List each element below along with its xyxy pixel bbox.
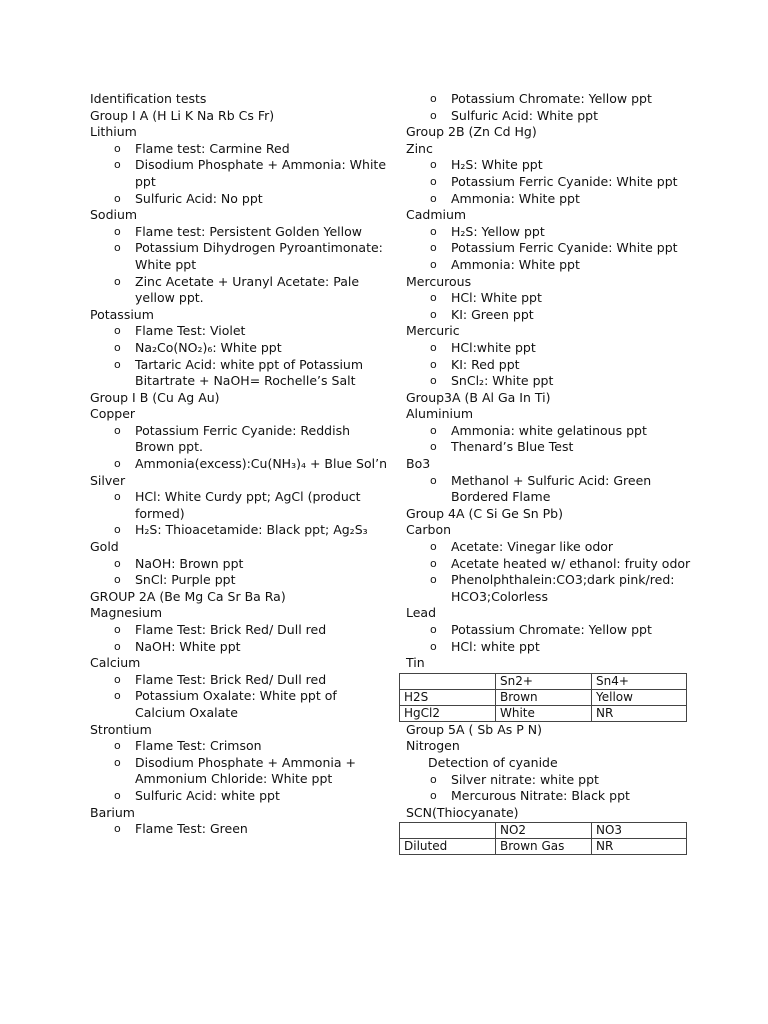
heading-tin: Tin bbox=[406, 655, 425, 671]
list-item-text: Flame test: Carmine Red bbox=[135, 140, 290, 156]
heading-magnesium: Magnesium bbox=[90, 605, 163, 621]
heading-barium: Barium bbox=[90, 804, 135, 820]
bullet-icon: o bbox=[114, 739, 121, 753]
list-item bbox=[406, 91, 696, 108]
table-cell: Yellow bbox=[592, 689, 687, 705]
list-item-text: Flame Test: Crimson bbox=[135, 738, 262, 754]
list-item-text: Tartaric Acid: white ppt of Potassium Bitartrate + NaOH= Rochelle’s Salt bbox=[135, 356, 364, 389]
list-item-text: Flame Test: Violet bbox=[135, 323, 246, 339]
bullet-icon: o bbox=[114, 191, 121, 205]
list-item-text: SnCl: Purple ppt bbox=[135, 572, 236, 588]
bullet-icon: o bbox=[430, 340, 437, 354]
list-item-text: H₂S: White ppt bbox=[451, 157, 543, 173]
bullet-icon: o bbox=[430, 423, 437, 437]
list-item bbox=[90, 456, 390, 473]
table-row bbox=[400, 673, 687, 689]
bullet-icon: o bbox=[430, 623, 437, 636]
bullet-icon: o bbox=[430, 556, 437, 570]
list-item-text: Potassium Dihydrogen Pyroantimonate: White ppt bbox=[135, 240, 383, 272]
list-item bbox=[90, 157, 390, 190]
heading-mercurous: Mercurous bbox=[406, 273, 472, 289]
heading-lead: Lead bbox=[406, 605, 437, 621]
list-item-text: H₂S: Yellow ppt bbox=[451, 223, 545, 239]
list-item bbox=[406, 257, 696, 274]
table-cell bbox=[400, 673, 496, 689]
bullet-icon: o bbox=[114, 457, 121, 471]
list-item-text: Phenolphthalein:CO3;dark pink/red: HCO3;Colorless bbox=[451, 572, 675, 604]
list-item bbox=[90, 821, 390, 838]
table-cell: Sn2+ bbox=[496, 673, 592, 689]
list-item-text: Flame Test: Brick Red/ Dull red bbox=[135, 671, 327, 687]
list-item bbox=[90, 240, 390, 273]
heading-sodium: Sodium bbox=[90, 207, 138, 223]
list-item-text: SnCl₂: White ppt bbox=[451, 373, 554, 389]
table-row bbox=[400, 839, 687, 855]
list-item-text: Acetate: Vinegar like odor bbox=[451, 539, 614, 555]
heading-lithium: Lithium bbox=[90, 124, 137, 140]
list-item-text: Sulfuric Acid: white ppt bbox=[135, 787, 280, 803]
list-item-text: Potassium Ferric Cyanide: Reddish Brown ppt. bbox=[135, 422, 351, 455]
list-item-text: Na₂Co(NO₂)₆: White ppt bbox=[135, 339, 282, 355]
list-item bbox=[406, 572, 696, 605]
table-cell: HgCl2 bbox=[400, 705, 496, 721]
heading-bo3: Bo3 bbox=[406, 456, 431, 472]
bullet-icon: o bbox=[114, 523, 121, 537]
heading-potassium: Potassium bbox=[90, 306, 154, 322]
bullet-icon: o bbox=[430, 639, 437, 653]
table-cell: Brown bbox=[496, 689, 592, 705]
bullet-icon: o bbox=[430, 241, 437, 255]
list-item bbox=[90, 755, 390, 788]
bullet-icon: o bbox=[114, 639, 121, 653]
list-item-text: Ammonia(excess):Cu(NH₃)₄ + Blue Sol’n bbox=[135, 456, 387, 472]
heading-group-2b-zn-cd-hg: Group 2B (Zn Cd Hg) bbox=[406, 124, 537, 140]
list-item-text: HCl: white ppt bbox=[451, 638, 540, 654]
list-item bbox=[406, 191, 696, 208]
list-item bbox=[406, 224, 696, 241]
left-column bbox=[90, 91, 390, 838]
bullet-icon: o bbox=[430, 158, 437, 172]
list-item bbox=[406, 174, 696, 191]
list-item-text: Zinc Acetate + Uranyl Acetate: Pale yellow ppt. bbox=[135, 273, 360, 306]
list-item bbox=[406, 439, 696, 456]
bullet-icon: o bbox=[430, 789, 437, 803]
heading-zinc: Zinc bbox=[406, 140, 433, 156]
bullet-icon: o bbox=[114, 224, 121, 238]
list-item-text: Potassium Chromate: Yellow ppt bbox=[451, 622, 652, 637]
list-item bbox=[406, 357, 696, 374]
bullet-icon: o bbox=[114, 672, 121, 686]
bullet-icon: o bbox=[114, 755, 121, 769]
list-item bbox=[406, 556, 696, 573]
heading-gold: Gold bbox=[90, 539, 119, 555]
list-item bbox=[406, 240, 696, 257]
bullet-icon: o bbox=[114, 241, 121, 255]
list-item bbox=[90, 688, 390, 721]
list-item-text: Flame Test: Brick Red/ Dull red bbox=[135, 622, 327, 637]
list-item bbox=[406, 788, 696, 805]
bullet-icon: o bbox=[430, 224, 437, 238]
list-item-text: Silver nitrate: white ppt bbox=[451, 771, 599, 787]
list-item bbox=[406, 473, 696, 506]
bullet-icon: o bbox=[114, 490, 121, 504]
list-item-text: NaOH: Brown ppt bbox=[135, 555, 244, 571]
table-cell: NO3 bbox=[592, 823, 687, 839]
list-item bbox=[406, 373, 696, 390]
right-column bbox=[406, 91, 696, 855]
list-item bbox=[90, 639, 390, 656]
list-item bbox=[406, 157, 696, 174]
table-cell: Brown Gas bbox=[496, 839, 592, 855]
list-item bbox=[90, 672, 390, 689]
list-item bbox=[90, 738, 390, 755]
list-item-text: Acetate heated w/ ethanol: fruity odor bbox=[451, 555, 691, 571]
list-item bbox=[406, 772, 696, 789]
list-item-text: Ammonia: White ppt bbox=[451, 256, 580, 272]
bullet-icon: o bbox=[430, 473, 437, 487]
bullet-icon: o bbox=[430, 291, 437, 305]
bullet-icon: o bbox=[114, 822, 121, 836]
list-item bbox=[90, 622, 390, 639]
list-item bbox=[90, 423, 390, 456]
heading-carbon: Carbon bbox=[406, 522, 452, 538]
bullet-icon: o bbox=[114, 357, 121, 371]
bullet-icon: o bbox=[430, 374, 437, 388]
heading-aluminium: Aluminium bbox=[406, 406, 474, 422]
list-item-text: NaOH: White ppt bbox=[135, 638, 241, 654]
bullet-icon: o bbox=[114, 340, 121, 354]
list-item-text: Flame Test: Green bbox=[135, 821, 248, 837]
bullet-icon: o bbox=[430, 307, 437, 321]
bullet-icon: o bbox=[114, 423, 121, 437]
list-item bbox=[90, 556, 390, 573]
heading-group3a-b-al-ga-in-ti: Group3A (B Al Ga In Ti) bbox=[406, 389, 551, 405]
bullet-icon: o bbox=[114, 573, 121, 587]
table-row bbox=[400, 705, 687, 721]
list-item bbox=[90, 788, 390, 805]
list-item-text: Thenard’s Blue Test bbox=[451, 439, 574, 455]
list-item-text: Potassium Chromate: Yellow ppt bbox=[451, 91, 652, 106]
table-cell bbox=[400, 823, 496, 839]
bullet-icon: o bbox=[430, 357, 437, 371]
list-item bbox=[406, 622, 696, 639]
list-item bbox=[90, 274, 390, 307]
heading-strontium: Strontium bbox=[90, 721, 152, 737]
list-item bbox=[406, 290, 696, 307]
bullet-icon: o bbox=[430, 108, 437, 122]
bullet-icon: o bbox=[430, 174, 437, 188]
list-item-text: Mercurous Nitrate: Black ppt bbox=[451, 788, 630, 804]
heading-group-i-b-cu-ag-au: Group I B (Cu Ag Au) bbox=[90, 389, 220, 405]
list-item bbox=[406, 423, 696, 440]
heading-scn-thiocyanate: SCN(Thiocyanate) bbox=[406, 804, 519, 820]
list-item bbox=[90, 141, 390, 158]
bullet-icon: o bbox=[430, 191, 437, 205]
heading-silver: Silver bbox=[90, 472, 126, 488]
heading-nitrogen: Nitrogen bbox=[406, 738, 460, 754]
table-row bbox=[400, 823, 687, 839]
list-item-text: Potassium Oxalate: White ppt of Calcium Oxalate bbox=[135, 688, 337, 720]
heading-identification-tests: Identification tests bbox=[90, 91, 207, 106]
table-cell: NR bbox=[592, 705, 687, 721]
table-cell: H2S bbox=[400, 689, 496, 705]
table-cell: Sn4+ bbox=[592, 673, 687, 689]
list-item-text: Disodium Phosphate + Ammonia: White ppt bbox=[135, 157, 387, 189]
list-item-text: Ammonia: White ppt bbox=[451, 190, 580, 206]
heading-cadmium: Cadmium bbox=[406, 207, 467, 223]
bullet-icon: o bbox=[114, 556, 121, 570]
list-item bbox=[406, 307, 696, 324]
bullet-icon: o bbox=[114, 141, 121, 155]
list-item-text: KI: Red ppt bbox=[451, 356, 520, 372]
list-item-text: Flame test: Persistent Golden Yellow bbox=[135, 223, 362, 239]
bullet-icon: o bbox=[114, 158, 121, 172]
heading-group-4a-c-si-ge-sn-pb: Group 4A (C Si Ge Sn Pb) bbox=[406, 505, 563, 521]
list-item-text: HCl: White ppt bbox=[451, 290, 542, 306]
table-cell: NR bbox=[592, 839, 687, 855]
bullet-icon: o bbox=[114, 274, 121, 288]
list-item bbox=[90, 489, 390, 522]
tin-table bbox=[399, 673, 687, 722]
table-cell: Diluted bbox=[400, 839, 496, 855]
heading-calcium: Calcium bbox=[90, 655, 141, 671]
list-item bbox=[406, 539, 696, 556]
list-item bbox=[90, 572, 390, 589]
list-item-text: HCl: White Curdy ppt; AgCl (product formed) bbox=[135, 489, 361, 521]
list-item bbox=[90, 340, 390, 357]
table-cell: NO2 bbox=[496, 823, 592, 839]
list-item-text: Disodium Phosphate + Ammonia + Ammonium Chloride: White ppt bbox=[135, 754, 356, 787]
heading-mercuric: Mercuric bbox=[406, 323, 460, 339]
bullet-icon: o bbox=[430, 540, 437, 554]
bullet-icon: o bbox=[430, 92, 437, 105]
bullet-icon: o bbox=[430, 573, 437, 587]
list-item-text: Sulfuric Acid: No ppt bbox=[135, 190, 263, 206]
list-item bbox=[406, 108, 696, 125]
table-row bbox=[400, 689, 687, 705]
bullet-icon: o bbox=[114, 324, 121, 338]
list-item bbox=[90, 224, 390, 241]
list-item-text: Sulfuric Acid: White ppt bbox=[451, 107, 598, 123]
table-cell: White bbox=[496, 705, 592, 721]
bullet-icon: o bbox=[430, 440, 437, 454]
list-item-text: Methanol + Sulfuric Acid: Green Bordered Flame bbox=[451, 472, 652, 505]
bullet-icon: o bbox=[114, 689, 121, 703]
heading-group-2a-be-mg-ca-sr-ba-ra: GROUP 2A (Be Mg Ca Sr Ba Ra) bbox=[90, 588, 286, 604]
list-item-text: H₂S: Thioacetamide: Black ppt; Ag₂S₃ bbox=[135, 522, 368, 538]
list-item-text: KI: Green ppt bbox=[451, 306, 534, 322]
list-item bbox=[90, 191, 390, 208]
bullet-icon: o bbox=[430, 257, 437, 271]
list-item bbox=[406, 639, 696, 656]
bullet-icon: o bbox=[114, 788, 121, 802]
list-item-text: Potassium Ferric Cyanide: White ppt bbox=[451, 240, 678, 256]
list-item bbox=[90, 522, 390, 539]
bullet-icon: o bbox=[430, 772, 437, 786]
scn-table bbox=[399, 822, 687, 855]
list-item bbox=[406, 340, 696, 357]
bullet-icon: o bbox=[114, 623, 121, 636]
heading-copper: Copper bbox=[90, 406, 136, 422]
heading-group-5a-sb-as-p-n: Group 5A ( Sb As P N) bbox=[406, 721, 542, 737]
subheading-detection-of-cyanide: Detection of cyanide bbox=[428, 754, 558, 770]
list-item-text: Potassium Ferric Cyanide: White ppt bbox=[451, 173, 678, 189]
heading-group-i-a-h-li-k-na-rb-cs-fr: Group I A (H Li K Na Rb Cs Fr) bbox=[90, 107, 275, 123]
list-item bbox=[90, 357, 390, 390]
list-item-text: Ammonia: white gelatinous ppt bbox=[451, 422, 647, 438]
list-item-text: HCl:white ppt bbox=[451, 339, 536, 355]
list-item bbox=[90, 323, 390, 340]
